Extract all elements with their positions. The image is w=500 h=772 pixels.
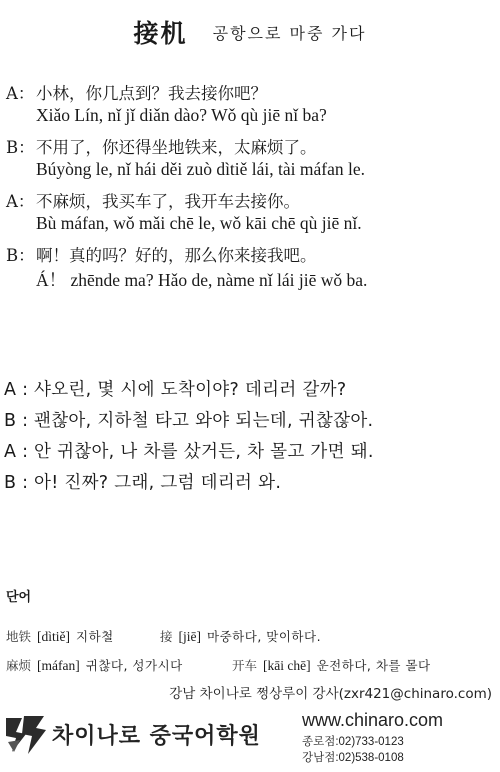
korean-text: 샤오린, 몇 시에 도착이야? 데리러 갈까? [34, 380, 347, 400]
instructor-credit: 강남 차이나로 쩡상루이 강사(zxr421@chinaro.com) [169, 686, 492, 702]
dialogue-line-hanzi [6, 242, 317, 266]
vocab-word: 麻烦 [6, 658, 32, 673]
vocab-pinyin: [máfan] [37, 658, 80, 673]
vocab-item [6, 656, 183, 674]
vocab-meaning: 마중하다, 맞이하다. [207, 629, 322, 644]
vocab-pinyin: [dìtiě] [37, 629, 71, 644]
speaker-label: A : [4, 442, 29, 462]
academy-name: 차이나로 중국어학원 [52, 724, 261, 749]
dialogue-line-hanzi [6, 134, 317, 158]
speaker-label: B： [6, 138, 35, 157]
branch-phone-gangnam: 강남점:02)538-0108 [302, 752, 404, 764]
korean-line [4, 469, 281, 494]
korean-text: 아! 진짜? 그래, 그럼 데리러 와. [34, 473, 282, 493]
title-chinese: 接机 [133, 19, 188, 48]
vocabulary-heading: 단어 [6, 590, 32, 605]
vocab-word: 开车 [232, 658, 258, 673]
title-korean: 공항으로 마중 가다 [212, 23, 367, 43]
korean-line [4, 438, 374, 463]
korean-text: 안 귀찮아, 나 차를 샀거든, 차 몰고 가면 돼. [34, 442, 374, 462]
vocab-pinyin: [kāi chē] [263, 658, 311, 673]
page-title [0, 14, 500, 50]
speaker-label: A : [4, 380, 29, 400]
speaker-label: B : [4, 473, 29, 493]
dialogue-line-pinyin: Búyòng le, nǐ hái děi zuò dìtiě lái, tài máfan le. [36, 159, 366, 179]
korean-line [4, 376, 346, 401]
dialogue-line-hanzi [6, 80, 267, 104]
chinaro-logo-icon [2, 712, 48, 756]
speaker-label: A： [6, 192, 35, 211]
dialogue-line-pinyin: Xiǎo Lín, nǐ jǐ diǎn dào? Wǒ qù jiē nǐ ba? [36, 105, 327, 125]
vocab-word: 接 [160, 629, 173, 644]
dialogue-line-pinyin: Bù máfan, wǒ mǎi chē le, wǒ kāi chē qù jiē nǐ. [36, 213, 362, 233]
vocab-pinyin: [jiē] [178, 629, 202, 644]
korean-text: 괜찮아, 지하철 타고 와야 되는데, 귀찮잖아. [34, 411, 374, 431]
website-link[interactable]: www.chinaro.com [302, 710, 444, 730]
vocab-word: 地铁 [6, 629, 32, 644]
vocab-meaning: 지하철 [76, 629, 114, 644]
branch-phone-jongno: 종로점:02)733-0123 [302, 736, 404, 748]
vocab-item [232, 656, 431, 674]
hanzi-text: 不用了，你还得坐地铁来，太麻烦了。 [36, 138, 317, 157]
vocab-item [160, 627, 321, 645]
dialogue-line-pinyin: Á！ zhēnde ma? Hǎo de, nàme nǐ lái jiē wǒ ba. [36, 270, 368, 290]
hanzi-text: 啊！真的吗？好的，那么你来接我吧。 [36, 246, 317, 265]
hanzi-text: 不麻烦，我买车了，我开车去接你。 [36, 192, 300, 211]
hanzi-text: 小林，你几点到？我去接你吧？ [36, 84, 267, 103]
speaker-label: B : [4, 411, 29, 431]
korean-line [4, 407, 373, 432]
speaker-label: B： [6, 246, 35, 265]
speaker-label: A： [6, 84, 35, 103]
vocab-item [6, 627, 114, 645]
dialogue-line-hanzi [6, 188, 300, 212]
vocab-meaning: 운전하다, 차를 몰다 [316, 658, 431, 673]
vocab-meaning: 귀찮다, 성가시다 [85, 658, 183, 673]
